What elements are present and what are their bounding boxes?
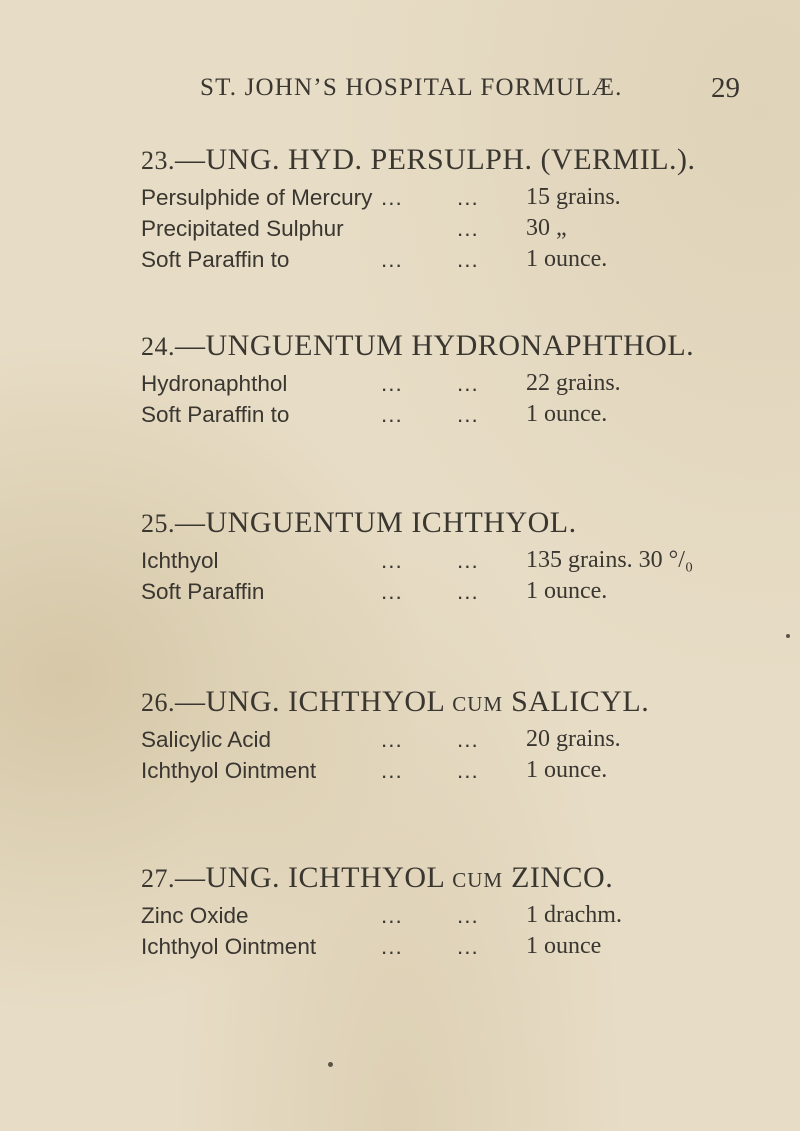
- page-number: 29: [711, 72, 740, 104]
- ingredient-row: [141, 368, 741, 399]
- ingredient-name: Zinc Oxide: [141, 903, 249, 928]
- formula-title: UNGUENTUM ICHTHYOL.: [205, 506, 577, 539]
- ingredient-row: [141, 931, 741, 962]
- ingredient-row: [141, 545, 741, 576]
- heading-dash: —: [175, 861, 206, 894]
- leader-dots: ...: [381, 903, 403, 928]
- leader-dots: ...: [457, 727, 479, 752]
- ink-speck: [328, 1062, 333, 1067]
- ingredient-quantity: 1 ounce.: [526, 246, 608, 272]
- leader-dots: ...: [457, 247, 479, 272]
- heading-dash: —: [175, 685, 206, 718]
- ingredient-quantity: 1 ounce: [526, 933, 602, 959]
- leader-dots: ...: [457, 216, 479, 241]
- ingredient-name: Ichthyol Ointment: [141, 934, 317, 959]
- ingredient-name: Soft Paraffin to: [141, 402, 290, 427]
- formula-number: 23.: [141, 146, 175, 175]
- ingredient-name: Salicylic Acid: [141, 727, 272, 752]
- formula-title-small-caps: CUM: [452, 868, 504, 892]
- heading-dash: —: [175, 506, 206, 539]
- ingredient-row: [141, 755, 741, 786]
- formula-title-small-caps: CUM: [452, 692, 504, 716]
- formula-number: 27.: [141, 864, 175, 893]
- ingredient-row: [141, 399, 741, 430]
- leader-dots: ...: [381, 758, 403, 783]
- formula-title: UNG. HYD. PERSULPH. (VERMIL.).: [205, 143, 696, 176]
- ingredient-quantity: 15 grains.: [526, 184, 621, 210]
- ingredient-name: Soft Paraffin: [141, 579, 265, 604]
- leader-dots: ...: [381, 934, 403, 959]
- ingredient-quantity: 1 ounce.: [526, 578, 608, 604]
- formula-number: 24.: [141, 332, 175, 361]
- formula-24: [141, 324, 741, 430]
- leader-dots: ...: [457, 758, 479, 783]
- formula-heading: [141, 856, 741, 900]
- ingredient-name: Ichthyol Ointment: [141, 758, 317, 783]
- ingredient-quantity: 22 grains.: [526, 370, 621, 396]
- ingredient-quantity: 1 ounce.: [526, 401, 608, 427]
- leader-dots: ...: [381, 579, 403, 604]
- ingredient-row: [141, 900, 741, 931]
- leader-dots: ...: [457, 903, 479, 928]
- formula-title-end: ZINCO.: [503, 861, 614, 894]
- ingredient-name: Precipitated Sulphur: [141, 216, 344, 241]
- running-title: ST. JOHN’S HOSPITAL FORMULÆ.: [200, 74, 623, 101]
- ingredient-name: Hydronaphthol: [141, 371, 288, 396]
- ingredient-quantity: 135 grains. 30 °/₀: [526, 547, 694, 573]
- ingredient-row: [141, 724, 741, 755]
- ingredient-row: [141, 244, 741, 275]
- leader-dots: ...: [457, 402, 479, 427]
- heading-dash: —: [175, 143, 206, 176]
- formula-23: [141, 138, 741, 275]
- ingredient-row: [141, 213, 741, 244]
- ink-speck: [786, 634, 790, 638]
- leader-dots: ...: [457, 185, 479, 210]
- leader-dots: ...: [381, 247, 403, 272]
- running-head: [200, 74, 740, 104]
- leader-dots: ...: [457, 934, 479, 959]
- leader-dots: ...: [381, 402, 403, 427]
- formula-title: UNG. ICHTHYOL: [205, 685, 453, 718]
- formula-number: 26.: [141, 688, 175, 717]
- heading-dash: —: [175, 329, 206, 362]
- formula-25: [141, 501, 741, 607]
- ingredient-quantity: 30 „: [526, 215, 567, 241]
- formula-heading: [141, 501, 741, 545]
- ingredient-quantity: 1 ounce.: [526, 757, 608, 783]
- ingredient-row: [141, 576, 741, 607]
- ingredient-quantity: 1 drachm.: [526, 902, 622, 928]
- leader-dots: ...: [381, 727, 403, 752]
- ingredient-row: [141, 182, 741, 213]
- leader-dots: ...: [457, 579, 479, 604]
- ingredient-name: Ichthyol: [141, 548, 219, 573]
- formula-heading: [141, 138, 741, 182]
- formula-heading: [141, 680, 741, 724]
- ingredient-name: Soft Paraffin to: [141, 247, 290, 272]
- formula-number: 25.: [141, 509, 175, 538]
- ingredient-quantity: 20 grains.: [526, 726, 621, 752]
- formula-26: [141, 680, 741, 786]
- formula-title: UNG. ICHTHYOL: [205, 861, 453, 894]
- leader-dots: ...: [381, 185, 403, 210]
- leader-dots: ...: [381, 371, 403, 396]
- formula-heading: [141, 324, 741, 368]
- leader-dots: ...: [457, 371, 479, 396]
- ingredient-name: Persulphide of Mercury: [141, 185, 373, 210]
- formula-title-end: SALICYL.: [503, 685, 650, 718]
- leader-dots: ...: [457, 548, 479, 573]
- formula-27: [141, 856, 741, 962]
- leader-dots: ...: [381, 548, 403, 573]
- formula-title: UNGUENTUM HYDRONAPHTHOL.: [205, 329, 695, 362]
